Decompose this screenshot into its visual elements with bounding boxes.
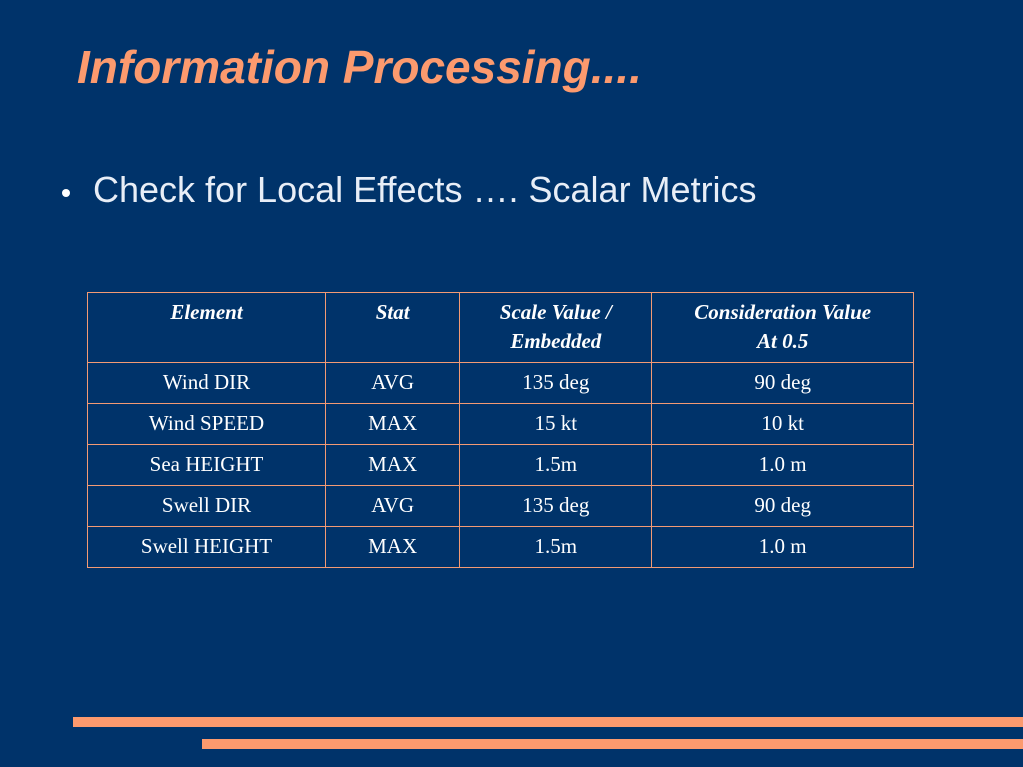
cell-stat: AVG (326, 486, 460, 527)
cell-element: Wind SPEED (88, 404, 326, 445)
table-row (88, 527, 914, 568)
table-header-row (88, 293, 914, 363)
header-scale-line2: Embedded (510, 329, 602, 353)
cell-element: Swell DIR (88, 486, 326, 527)
header-scale-line1: Scale Value / (499, 300, 612, 324)
cell-consideration-value: 90 deg (652, 486, 914, 527)
cell-element: Wind DIR (88, 363, 326, 404)
cell-scale-value: 15 kt (460, 404, 652, 445)
decorative-stripe-bottom (202, 739, 1023, 749)
cell-scale-value: 1.5m (460, 527, 652, 568)
cell-stat: MAX (326, 445, 460, 486)
bullet-item (62, 168, 757, 211)
cell-scale-value: 135 deg (460, 486, 652, 527)
slide-title: Information Processing.... (77, 41, 642, 93)
table-row (88, 404, 914, 445)
cell-scale-value: 135 deg (460, 363, 652, 404)
header-consider-line1: Consideration Value (694, 300, 872, 324)
cell-element: Swell HEIGHT (88, 527, 326, 568)
scalar-metrics-table (87, 292, 914, 568)
header-element: Element (88, 293, 326, 363)
cell-scale-value: 1.5m (460, 445, 652, 486)
header-scale-value (460, 293, 652, 363)
bullet-dot-icon (62, 189, 70, 197)
header-stat: Stat (326, 293, 460, 363)
bullet-text: Check for Local Effects …. Scalar Metrics (93, 169, 757, 210)
header-consider-line2: At 0.5 (757, 329, 809, 353)
cell-element: Sea HEIGHT (88, 445, 326, 486)
cell-stat: MAX (326, 404, 460, 445)
cell-consideration-value: 1.0 m (652, 445, 914, 486)
decorative-stripe-top (73, 717, 1023, 727)
table-row (88, 486, 914, 527)
cell-consideration-value: 10 kt (652, 404, 914, 445)
cell-stat: AVG (326, 363, 460, 404)
header-consideration-value (652, 293, 914, 363)
table-row (88, 363, 914, 404)
cell-stat: MAX (326, 527, 460, 568)
cell-consideration-value: 1.0 m (652, 527, 914, 568)
table-row (88, 445, 914, 486)
cell-consideration-value: 90 deg (652, 363, 914, 404)
